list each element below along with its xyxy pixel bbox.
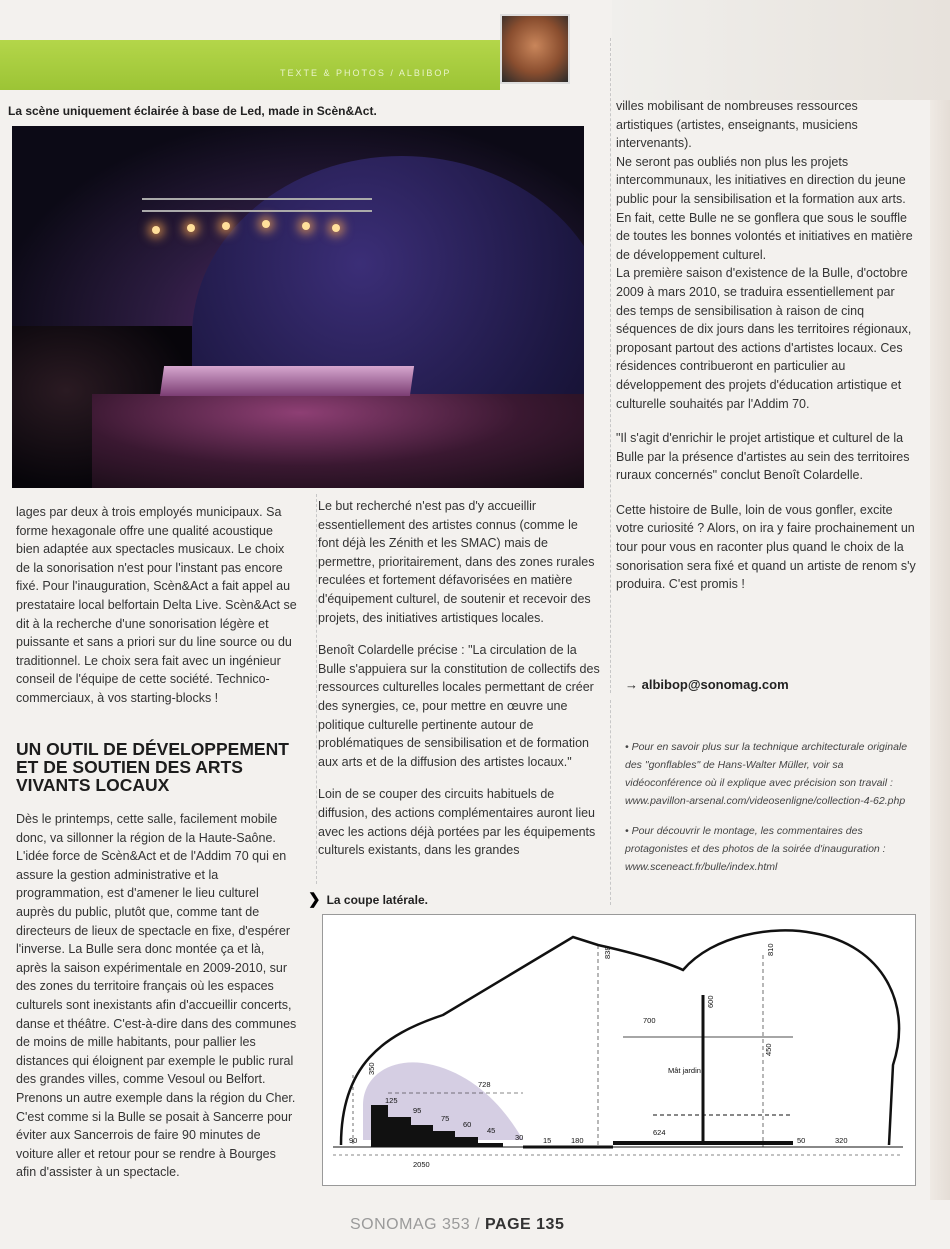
dim-728: 728: [478, 1080, 491, 1089]
led-light: [187, 224, 195, 232]
footnote: • Pour découvrir le montage, les commentaires des protagonistes et des photos de la soirée d'inauguration : www.sceneact.fr/bulle/index.html: [625, 825, 886, 873]
paragraph: "Il s'agit d'enrichir le projet artistique et culturel de la Bulle par la présence d'artistes au sein des territoires ruraux concernés" conclut Benoît Colardelle.: [616, 431, 910, 483]
dim-180: 180: [571, 1136, 584, 1145]
article-column-1b: [16, 810, 298, 1191]
lighting-truss: [142, 198, 372, 212]
article-column-2: [318, 497, 602, 869]
mast-label: Mât jardin: [668, 1066, 701, 1075]
dim-30: 30: [515, 1133, 524, 1142]
footnote: • Pour en savoir plus sur la technique architecturale originale des "gonflables" de Hans-Walter Müller, voir sa vidéoconférence où il explique avec précision son travail : www.pavillon-arsenal.com/videosenligne/collection-4-62.php: [625, 741, 908, 807]
photo-caption: La scène uniquement éclairée à base de Led, made in Scèn&Act.: [8, 104, 377, 118]
author-email[interactable]: → albibop@sonomag.com: [625, 677, 789, 692]
page-number: PAGE 135: [485, 1216, 565, 1233]
page-footer: [350, 1216, 564, 1234]
author-portrait: [500, 14, 570, 84]
stage-platform: [160, 366, 414, 396]
paragraph: lages par deux à trois employés municipaux. Sa forme hexagonale offre une qualité acoustique bien adaptée aux spectacles musicaux. Le choix de la sonorisation n'est pour l'instant pas encore fixé. Pour l'inauguration, Scèn&Act a fait appel au prestataire local belfortain Delta Live. Scèn&Act se dit à la recherche d'une sonorisation légère et puissante et sans a priori sur du line source ou du traditionnel. Le choix sera fait avec un ingénieur conseil de l'équipe de cette société. Technico-commerciaux, à vos starting-blocks !: [16, 505, 297, 705]
dim-75: 75: [441, 1114, 450, 1123]
dim-60: 60: [463, 1120, 472, 1129]
adjacent-page-edge: [612, 0, 950, 100]
led-light: [302, 222, 310, 230]
paragraph: Dès le printemps, cette salle, facilement mobile donc, va sillonner la région de la Haute-Saône. L'idée force de Scèn&Act et de l'Addim 70 qui en assure la gestion administrative et la programmation, est d'amener le lieu culturel auprès du public, plutôt que, comme tant de directeurs de lieux de spectacle en fixe, d'espérer l'inverse. La Bulle sera donc montée ça et là, après la saison expérimentale en 2009-2010, sur des zones du territoire français où les espaces culturels sont inexistants afin d'accueillir concerts, danse et théâtre. C'est-à-dire dans des communes de moins de mille habitants, pour pallier les distances qui éloignent par exemple le public rural des grandes villes, comme Vesoul ou Belfort. Prenons un autre exemple dans la région du Cher. C'est comme si la Bulle se posait à Sancerre pour éviter aux Sancerrois de faire 90 minutes de voiture aller et retour pour se rendre à Bourges afin d'assister à un spectacle.: [16, 812, 297, 1180]
dim-320: 320: [835, 1136, 848, 1145]
dim-810: 810: [766, 943, 775, 956]
paragraph: Loin de se couper des circuits habituels de diffusion, des actions complémentaires auront lieu avec les actions déjà portées par les équipements culturels existants, dans les grandes: [318, 787, 596, 858]
paragraph: villes mobilisant de nombreuses ressources artistiques (artistes, enseignants, musiciens intervenants). Ne seront pas oubliés non plus les projets intercommunaux, les initiatives en direction du jeune public pour la sensibilisation et la formation aux arts. En fait, cette Bulle ne se gonflera que sous le souffle de toutes les bonnes volontés et initiatives en matière de développement culturel. La première saison d'existence de la Bulle, d'octobre 2009 à mars 2010, se traduira essentiellement par des temps de sensibilisation à raison de cinq séquences de dix jours dans les territoires régionaux, proposant partout des actions d'artistes locaux. Ces résidences contribueront en particulier au développement des projets d'éducation artistique et culturelle souhaités par l'Addim 70.: [616, 99, 913, 411]
paragraph: Cette histoire de Bulle, loin de vous gonfler, excite votre curiosité ? Alors, on ira y faire prochainement un tour pour vous en raconter plus quand le choix de la sonorisation sera fixé et quand un artiste de renom s'y produira. C'est promis !: [616, 502, 916, 592]
led-light: [222, 222, 230, 230]
led-light: [152, 226, 160, 234]
chevron-right-icon: ❯: [308, 891, 321, 908]
stage-photo: [12, 126, 584, 488]
dim-95: 95: [413, 1106, 422, 1115]
dim-45: 45: [487, 1126, 496, 1135]
column-divider: [610, 700, 611, 905]
cross-section-svg: [323, 915, 915, 1185]
footnotes: [625, 738, 923, 888]
led-light: [262, 220, 270, 228]
dim-125: 125: [385, 1096, 398, 1105]
dim-624: 624: [653, 1128, 666, 1137]
header-band: [0, 40, 500, 90]
dim-50: 50: [797, 1136, 806, 1145]
diagram-title: [308, 890, 428, 908]
paragraph: Benoît Colardelle précise : "La circulation de la Bulle s'appuiera sur la constitution de collectifs des ressources culturelles locales permettant de créer des synergies, ce, pour mettre en œuvre une politique culturelle pertinente autour de problématiques de sensibilisation et de formation aux arts et de la diffusion des artistes locaux.": [318, 643, 600, 769]
cross-section-diagram: [322, 914, 916, 1186]
dim-90: 90: [349, 1136, 358, 1145]
photo-credit: TEXTE & PHOTOS / ALBIBOP: [280, 68, 452, 78]
dim-2050: 2050: [413, 1160, 430, 1169]
paragraph: Le but recherché n'est pas d'y accueillir essentiellement des artistes connus (comme le font déjà les Zénith et les SMAC) mais de permettre, prioritairement, dans des zones rurales reculées et fortement défavorisées en matière d'équipement culturel, de soutenir et recevoir des projets, des initiatives artistiques locales.: [318, 499, 595, 625]
led-light: [332, 224, 340, 232]
dim-450: 450: [764, 1043, 773, 1056]
dim-600: 600: [706, 995, 715, 1008]
dim-350: 350: [367, 1062, 376, 1075]
dim-15: 15: [543, 1136, 552, 1145]
page-gutter: [930, 100, 950, 1200]
article-column-3: [616, 97, 916, 603]
section-heading: UN OUTIL DE DÉVELOPPEMENT ET DE SOUTIEN DES ARTS VIVANTS LOCAUX: [16, 739, 289, 795]
lit-floor: [92, 394, 584, 488]
column-divider: [316, 494, 317, 884]
diagram-title-text: La coupe latérale.: [326, 893, 428, 907]
dim-700: 700: [643, 1016, 656, 1025]
dim-838: 838: [603, 946, 612, 959]
magazine-issue: SONOMAG 353 /: [350, 1216, 481, 1233]
article-column-1: [16, 503, 298, 717]
column-divider: [610, 38, 611, 693]
